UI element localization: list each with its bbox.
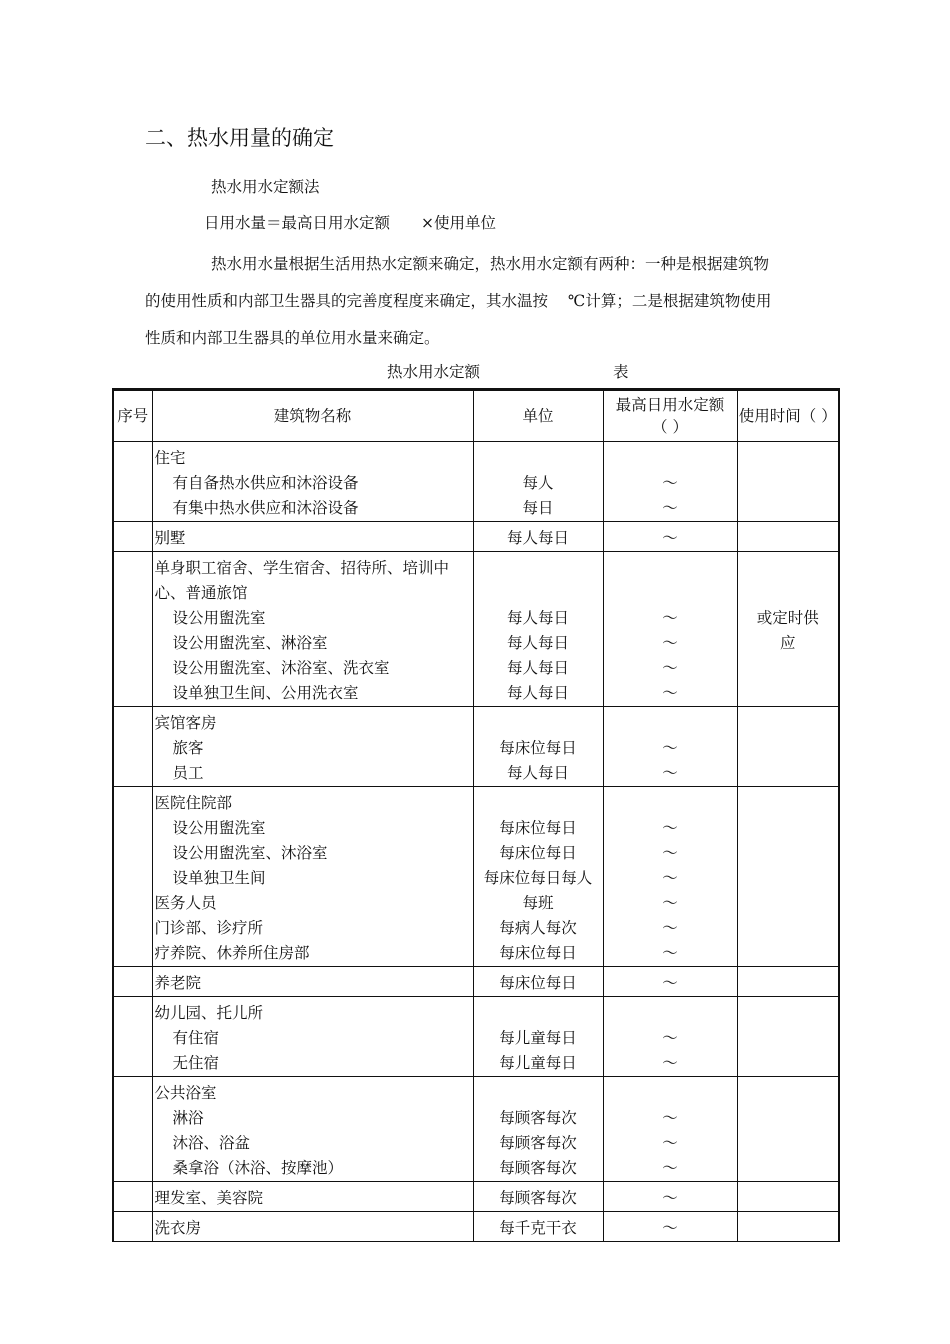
cell-quota-line <box>604 556 737 581</box>
cell-name <box>152 707 473 787</box>
table-row <box>113 442 839 522</box>
table-row <box>113 1182 839 1212</box>
cell-unit <box>473 787 603 967</box>
cell-unit-line: 每顾客每次 <box>499 1134 577 1152</box>
cell-name-line: 设公用盥洗室、淋浴室 <box>172 634 328 652</box>
cell-unit <box>473 1212 603 1242</box>
cell-quota-line: ～ <box>662 974 678 992</box>
cell-quota-line: ～ <box>662 499 678 517</box>
cell-name-line: 有住宿 <box>172 1029 220 1047</box>
cell-quota <box>603 552 737 707</box>
cell-name-line: 设公用盥洗室 <box>172 609 266 627</box>
cell-unit-line: 每顾客每次 <box>499 1109 577 1127</box>
cell-unit-line: 每人每日 <box>506 684 569 702</box>
cell-name-line: 疗养院、休养所住房部 <box>154 944 310 962</box>
table-row <box>113 997 839 1077</box>
cell-name-line: 设单独卫生间、公用洗衣室 <box>172 684 359 702</box>
cell-name <box>152 967 473 997</box>
cell-quota-line: ～ <box>662 1159 678 1177</box>
cell-name-line: 单身职工宿舍、学生宿舍、招待所、培训中 <box>154 559 450 577</box>
cell-quota-line: ～ <box>662 844 678 862</box>
table-caption: 热水用水定额 <box>387 363 481 381</box>
cell-quota-line: ～ <box>662 739 678 757</box>
cell-unit-line: 每人每日 <box>506 764 569 782</box>
cell-unit <box>473 552 603 707</box>
formula-text: 日用水量＝最高日用水定额 ×使用单位 <box>204 214 496 232</box>
cell-name-line: 设公用盥洗室 <box>172 819 266 837</box>
hot-water-quota-table <box>112 388 840 1242</box>
cell-unit-line <box>474 1001 603 1026</box>
cell-name-line: 门诊部、诊疗所 <box>154 919 264 937</box>
cell-name <box>152 1077 473 1182</box>
cell-no <box>113 1182 152 1212</box>
cell-unit-line: 每床位每日 <box>499 739 577 757</box>
cell-name-line: 心、普通旅馆 <box>154 584 248 602</box>
cell-name-line: 沐浴、浴盆 <box>172 1134 251 1152</box>
cell-no <box>113 442 152 522</box>
cell-name-line: 住宅 <box>154 449 186 467</box>
cell-unit <box>473 967 603 997</box>
cell-name-line: 有自备热水供应和沐浴设备 <box>172 474 359 492</box>
cell-unit-line: 每儿童每日 <box>499 1029 577 1047</box>
cell-name-line: 设公用盥洗室、沐浴室、洗衣室 <box>172 659 390 677</box>
cell-unit-line <box>474 711 603 736</box>
section-heading: 二、热水用量的确定 <box>145 126 334 150</box>
cell-name-line: 别墅 <box>154 529 186 547</box>
cell-quota <box>603 442 737 522</box>
cell-name-line: 医务人员 <box>154 894 217 912</box>
cell-name-line: 旅客 <box>172 739 204 757</box>
cell-time <box>737 442 839 522</box>
cell-no <box>113 707 152 787</box>
cell-quota-line: ～ <box>662 529 678 547</box>
table-row <box>113 707 839 787</box>
cell-quota <box>603 707 737 787</box>
cell-quota-line <box>604 581 737 606</box>
paragraph-text: 的使用性质和内部卫生器具的完善度程度来确定，其水温按 <box>145 292 549 310</box>
cell-time-line <box>738 556 839 581</box>
cell-time <box>737 787 839 967</box>
cell-name <box>152 997 473 1077</box>
table-row <box>113 522 839 552</box>
cell-name-line: 理发室、美容院 <box>154 1189 264 1207</box>
cell-time <box>737 1182 839 1212</box>
cell-name-line: 桑拿浴（沐浴、按摩池） <box>172 1159 344 1177</box>
cell-name-line: 洗衣房 <box>154 1219 202 1237</box>
cell-name-line: 医院住院部 <box>154 794 233 812</box>
cell-time <box>737 552 839 707</box>
cell-quota-line <box>604 711 737 736</box>
cell-name-line: 宾馆客房 <box>154 714 217 732</box>
cell-quota-line: ～ <box>662 659 678 677</box>
cell-unit-line: 每人每日 <box>506 634 569 652</box>
cell-name-line: 养老院 <box>154 974 202 992</box>
cell-quota-line: ～ <box>662 1054 678 1072</box>
cell-name-line: 设单独卫生间 <box>172 869 266 887</box>
cell-unit-line: 每病人每次 <box>499 919 577 937</box>
cell-quota-line: ～ <box>662 1189 678 1207</box>
cell-name-line: 有集中热水供应和沐浴设备 <box>172 499 359 517</box>
cell-name <box>152 522 473 552</box>
cell-no <box>113 522 152 552</box>
cell-unit-line: 每儿童每日 <box>499 1054 577 1072</box>
header-time: 使用时间（ ） <box>737 390 839 442</box>
header-unit: 单位 <box>473 390 603 442</box>
cell-unit-line: 每人每日 <box>506 659 569 677</box>
cell-quota-line: ～ <box>662 1134 678 1152</box>
cell-unit <box>473 442 603 522</box>
cell-quota <box>603 522 737 552</box>
paragraph-text: ℃计算；二是根据建筑物使用 <box>568 292 772 310</box>
header-quota <box>603 390 737 442</box>
cell-unit-line <box>474 556 603 581</box>
cell-name-line: 幼儿园、托儿所 <box>154 1004 264 1022</box>
cell-unit-line: 每床位每日 <box>499 819 577 837</box>
table-row <box>113 787 839 967</box>
cell-name <box>152 1212 473 1242</box>
cell-quota <box>603 1212 737 1242</box>
cell-unit-line: 每顾客每次 <box>499 1159 577 1177</box>
cell-unit-line <box>474 446 603 471</box>
cell-quota-line: ～ <box>662 764 678 782</box>
cell-time-line <box>738 581 839 606</box>
cell-time <box>737 707 839 787</box>
cell-quota-line <box>604 791 737 816</box>
cell-no <box>113 552 152 707</box>
cell-no <box>113 967 152 997</box>
cell-unit-line: 每人每日 <box>506 529 569 547</box>
cell-unit <box>473 1077 603 1182</box>
cell-time-line: 或定时供 <box>756 609 819 627</box>
header-name: 建筑物名称 <box>152 390 473 442</box>
cell-name-line: 员工 <box>172 764 204 782</box>
table-header-row <box>113 390 839 442</box>
cell-unit <box>473 997 603 1077</box>
cell-no <box>113 1212 152 1242</box>
cell-unit-line: 每床位每日 <box>499 974 577 992</box>
header-quota-line1: 最高日用水定额 <box>615 396 725 414</box>
cell-quota-line: ～ <box>662 894 678 912</box>
cell-quota-line <box>604 1081 737 1106</box>
cell-quota <box>603 967 737 997</box>
cell-name <box>152 787 473 967</box>
body-paragraph <box>145 246 813 357</box>
cell-quota-line <box>604 1001 737 1026</box>
table-row <box>113 1212 839 1242</box>
cell-quota <box>603 1077 737 1182</box>
cell-time <box>737 522 839 552</box>
cell-quota-line: ～ <box>662 869 678 887</box>
cell-no <box>113 997 152 1077</box>
cell-unit-line: 每床位每日每人 <box>483 869 593 887</box>
cell-unit-line: 每日 <box>522 499 554 517</box>
cell-name-line: 公共浴室 <box>154 1084 217 1102</box>
cell-quota-line: ～ <box>662 1029 678 1047</box>
cell-quota <box>603 787 737 967</box>
cell-unit-line <box>474 581 603 606</box>
cell-quota-line: ～ <box>662 1219 678 1237</box>
cell-unit-line: 每人每日 <box>506 609 569 627</box>
cell-name-line: 无住宿 <box>172 1054 220 1072</box>
paragraph-line: 热水用水量根据生活用热水定额来确定，热水用水定额有两种：一种是根据建筑物 <box>211 255 770 273</box>
cell-no <box>113 1077 152 1182</box>
cell-unit-line: 每班 <box>522 894 554 912</box>
cell-time-line: 应 <box>779 634 796 652</box>
cell-unit <box>473 1182 603 1212</box>
cell-unit-line: 每顾客每次 <box>499 1189 577 1207</box>
cell-name <box>152 442 473 522</box>
header-no: 序号 <box>113 390 152 442</box>
cell-unit-line <box>474 1081 603 1106</box>
cell-unit-line: 每人 <box>522 474 554 492</box>
cell-unit <box>473 522 603 552</box>
cell-name-line: 淋浴 <box>172 1109 204 1127</box>
cell-quota-line: ～ <box>662 609 678 627</box>
table-row <box>113 967 839 997</box>
cell-unit-line: 每床位每日 <box>499 844 577 862</box>
cell-unit-line <box>474 791 603 816</box>
cell-quota <box>603 1182 737 1212</box>
table-row <box>113 552 839 707</box>
cell-unit-line: 每千克干衣 <box>499 1219 577 1237</box>
cell-no <box>113 787 152 967</box>
cell-time <box>737 967 839 997</box>
cell-quota-line: ～ <box>662 1109 678 1127</box>
cell-name-line: 设公用盥洗室、沐浴室 <box>172 844 328 862</box>
cell-unit <box>473 707 603 787</box>
paragraph-line <box>145 283 813 320</box>
cell-quota <box>603 997 737 1077</box>
cell-time <box>737 1212 839 1242</box>
cell-time <box>737 1077 839 1182</box>
table-caption-suffix: 表 <box>613 363 629 381</box>
table-row <box>113 1077 839 1182</box>
header-quota-line2: （ ） <box>652 418 688 436</box>
cell-time <box>737 997 839 1077</box>
cell-quota-line: ～ <box>662 634 678 652</box>
cell-quota-line: ～ <box>662 944 678 962</box>
cell-quota-line: ～ <box>662 684 678 702</box>
cell-name <box>152 552 473 707</box>
cell-name <box>152 1182 473 1212</box>
method-title: 热水用水定额法 <box>211 178 320 196</box>
cell-quota-line: ～ <box>662 474 678 492</box>
cell-quota-line: ～ <box>662 919 678 937</box>
cell-quota-line: ～ <box>662 819 678 837</box>
cell-quota-line <box>604 446 737 471</box>
paragraph-line: 性质和内部卫生器具的单位用水量来确定。 <box>145 329 440 347</box>
cell-unit-line: 每床位每日 <box>499 944 577 962</box>
